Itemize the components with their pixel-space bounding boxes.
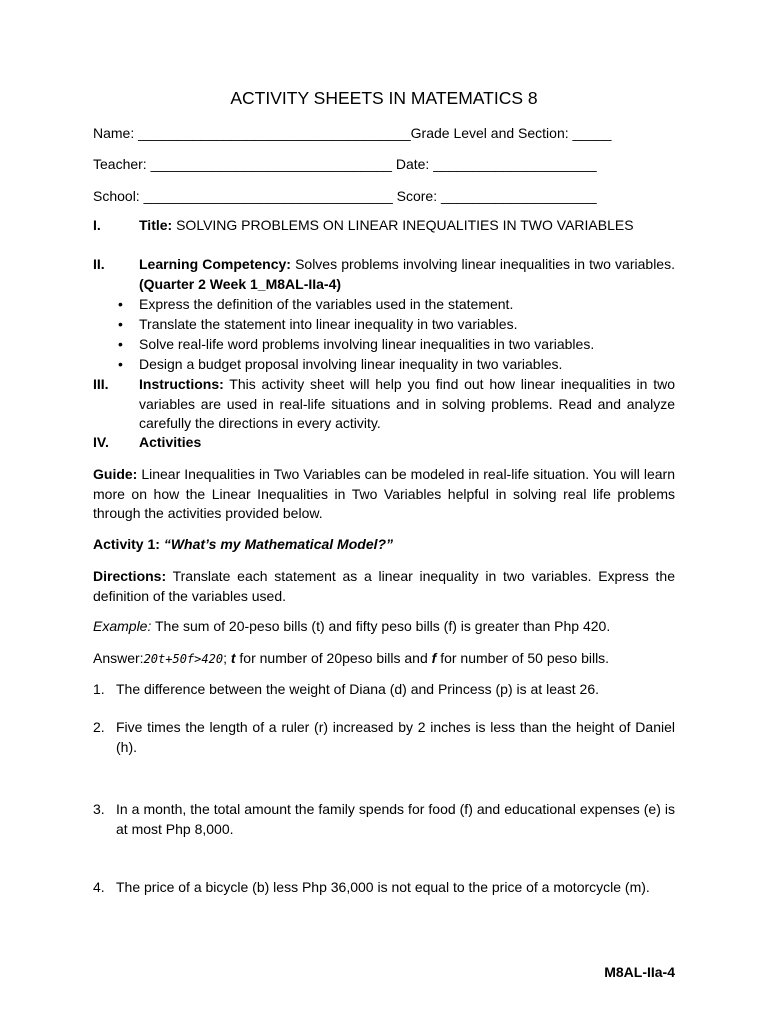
- item-number: 4.: [93, 879, 105, 895]
- activity-title: “What’s my Mathematical Model?”: [163, 536, 394, 552]
- section-label: Activities: [139, 434, 202, 450]
- activity-1-heading: [93, 535, 675, 555]
- section-label: Learning Competency:: [139, 256, 291, 272]
- page-title: ACTIVITY SHEETS IN MATEMATICS 8: [230, 88, 538, 108]
- teacher-date-field-line: Teacher: _______________________________ Date: _____________________: [93, 156, 597, 172]
- section-label: Instructions:: [139, 376, 224, 392]
- item-text: The price of a bicycle (b) less Php 36,000 is not equal to the price of a motorcycle (m).: [116, 879, 650, 895]
- section-body: [139, 255, 675, 294]
- list-item: • Solve real-life word problems involving linear inequalities in two variables.: [118, 334, 678, 354]
- example-paragraph: [93, 617, 675, 637]
- example-label: Example:: [93, 618, 152, 634]
- directions-label: Directions:: [93, 568, 167, 584]
- list-item: [93, 800, 675, 839]
- footer-code: M8AL-IIa-4: [604, 964, 675, 980]
- answer-definition-2: for number of 50 peso bills.: [436, 650, 610, 666]
- answer-definition-1: for number of 20peso bills and: [235, 650, 432, 666]
- example-text: The sum of 20-peso bills (t) and fifty peso bills (f) is greater than Php 420.: [151, 618, 611, 634]
- competency-bullet-list: [118, 294, 678, 374]
- list-item: • Translate the statement into linear inequality in two variables.: [118, 314, 678, 334]
- answer-formula: 20t+50f>420: [143, 652, 224, 666]
- section-instructions: [93, 375, 675, 434]
- item-text: In a month, the total amount the family spends for food (f) and educational expenses (e) is at most Php 8,000.: [116, 801, 675, 837]
- section-text: This activity sheet will help you find out how linear inequalities in two variables are used in real-life situations and in solving problems. Read and analyze carefully the directions in every activity.: [139, 376, 675, 431]
- competency-code: (Quarter 2 Week 1_M8AL-IIa-4): [139, 275, 342, 292]
- section-learning-competency: [93, 255, 675, 294]
- list-item: [93, 718, 675, 757]
- guide-paragraph: [93, 465, 675, 524]
- list-item: [93, 878, 675, 898]
- guide-label: Guide:: [93, 466, 138, 482]
- directions-paragraph: [93, 567, 675, 606]
- section-title: [93, 216, 675, 236]
- directions-text: Translate each statement as a linear inequality in two variables. Express the definition of the variables used.: [93, 568, 675, 604]
- answer-separator: ;: [223, 650, 231, 666]
- activity-label: Activity 1:: [93, 536, 164, 552]
- section-body: [139, 433, 675, 453]
- item-number: 1.: [93, 681, 105, 697]
- item-number: 3.: [93, 801, 105, 817]
- section-number: IV.: [93, 434, 109, 450]
- section-text: SOLVING PROBLEMS ON LINEAR INEQUALITIES IN TWO VARIABLES: [172, 217, 634, 233]
- section-number: III.: [93, 376, 109, 392]
- list-item: • Design a budget proposal involving linear inequality in two variables.: [118, 354, 678, 374]
- name-grade-field-line: Name: ___________________________________Grade Level and Section: _____: [93, 125, 612, 141]
- section-body: [139, 216, 675, 236]
- guide-text: Linear Inequalities in Two Variables can be modeled in real-life situation. You will learn more on how the Linear Inequalities in Two Variables helpful in solving real life problems through the activities provided below.: [93, 466, 675, 521]
- section-number: II.: [93, 256, 105, 272]
- list-item: • Express the definition of the variables used in the statement.: [118, 294, 678, 314]
- item-number: 2.: [93, 719, 105, 735]
- answer-variable-t: t: [230, 650, 236, 666]
- answer-variable-f: f: [431, 650, 437, 666]
- answer-label: Answer:: [93, 650, 144, 666]
- item-text: Five times the length of a ruler (r) increased by 2 inches is less than the height of Daniel (h).: [116, 719, 675, 755]
- section-label: Title:: [139, 217, 173, 233]
- list-item: [93, 680, 675, 700]
- school-score-field-line: School: ________________________________ Score: ____________________: [93, 188, 597, 204]
- answer-paragraph: [93, 649, 675, 670]
- section-number: I.: [93, 217, 101, 233]
- item-text: The difference between the weight of Diana (d) and Princess (p) is at least 26.: [116, 681, 600, 697]
- section-activities: [93, 433, 675, 453]
- section-body: [139, 375, 675, 434]
- section-text: Solves problems involving linear inequalities in two variables.: [290, 256, 675, 272]
